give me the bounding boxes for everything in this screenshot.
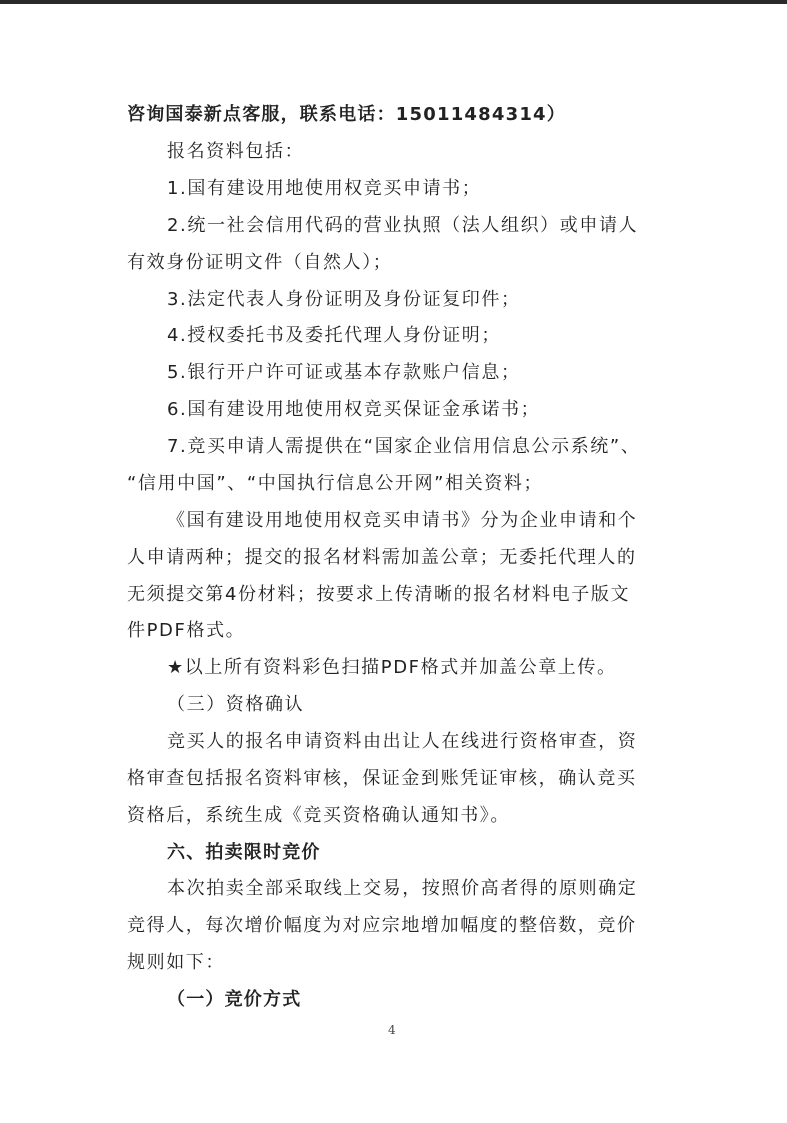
material-item-1: 1.国有建设用地使用权竞买申请书； xyxy=(167,178,482,199)
section-auction-heading: 六、拍卖限时竞价 xyxy=(167,842,321,863)
application-note-cont-1: 人申请两种；提交的报名材料需加盖公章；无委托代理人的 xyxy=(127,547,637,568)
application-note-cont-3: 件PDF格式。 xyxy=(127,620,246,641)
application-note: 《国有建设用地使用权竞买申请书》分为企业申请和个 xyxy=(167,510,638,531)
material-item-4: 4.授权委托书及委托代理人身份证明； xyxy=(167,325,501,346)
auction-text-cont-2: 规则如下： xyxy=(127,952,225,973)
material-item-6: 6.国有建设用地使用权竞买保证金承诺书； xyxy=(167,399,541,420)
material-item-5: 5.银行开户许可证或基本存款账户信息； xyxy=(167,362,521,383)
page-number: 4 xyxy=(388,1023,396,1037)
qualification-heading: （三）资格确认 xyxy=(167,694,305,715)
materials-heading: 报名资料包括： xyxy=(167,141,305,162)
qualification-text-cont-1: 格审查包括报名资料审核，保证金到账凭证审核，确认竞买 xyxy=(127,768,637,789)
auction-text: 本次拍卖全部采取线上交易，按照价高者得的原则确定 xyxy=(167,878,638,899)
material-item-7: 7.竞买申请人需提供在“国家企业信用信息公示系统”、 xyxy=(167,436,641,457)
material-item-2-cont: 有效身份证明文件（自然人）； xyxy=(127,252,393,273)
material-item-3: 3.法定代表人身份证明及身份证复印件； xyxy=(167,289,521,310)
qualification-text: 竞买人的报名申请资料由出让人在线进行资格审查，资 xyxy=(167,731,638,752)
material-item-7-cont: “信用中国”、“中国执行信息公开网”相关资料； xyxy=(127,473,544,494)
material-item-2: 2.统一社会信用代码的营业执照（法人组织）或申请人 xyxy=(167,215,639,236)
contact-line: 咨询国泰新点客服，联系电话：15011484314） xyxy=(127,104,566,125)
bidding-method-heading: （一）竞价方式 xyxy=(167,989,302,1010)
auction-text-cont-1: 竞得人，每次增价幅度为对应宗地增加幅度的整倍数，竞价 xyxy=(127,915,637,936)
qualification-text-cont-2: 资格后，系统生成《竞买资格确认通知书》。 xyxy=(127,805,510,826)
scan-upload-note: ★以上所有资料彩色扫描PDF格式并加盖公章上传。 xyxy=(167,657,617,678)
application-note-cont-2: 无须提交第4份材料；按要求上传清晰的报名材料电子版文 xyxy=(127,584,631,605)
